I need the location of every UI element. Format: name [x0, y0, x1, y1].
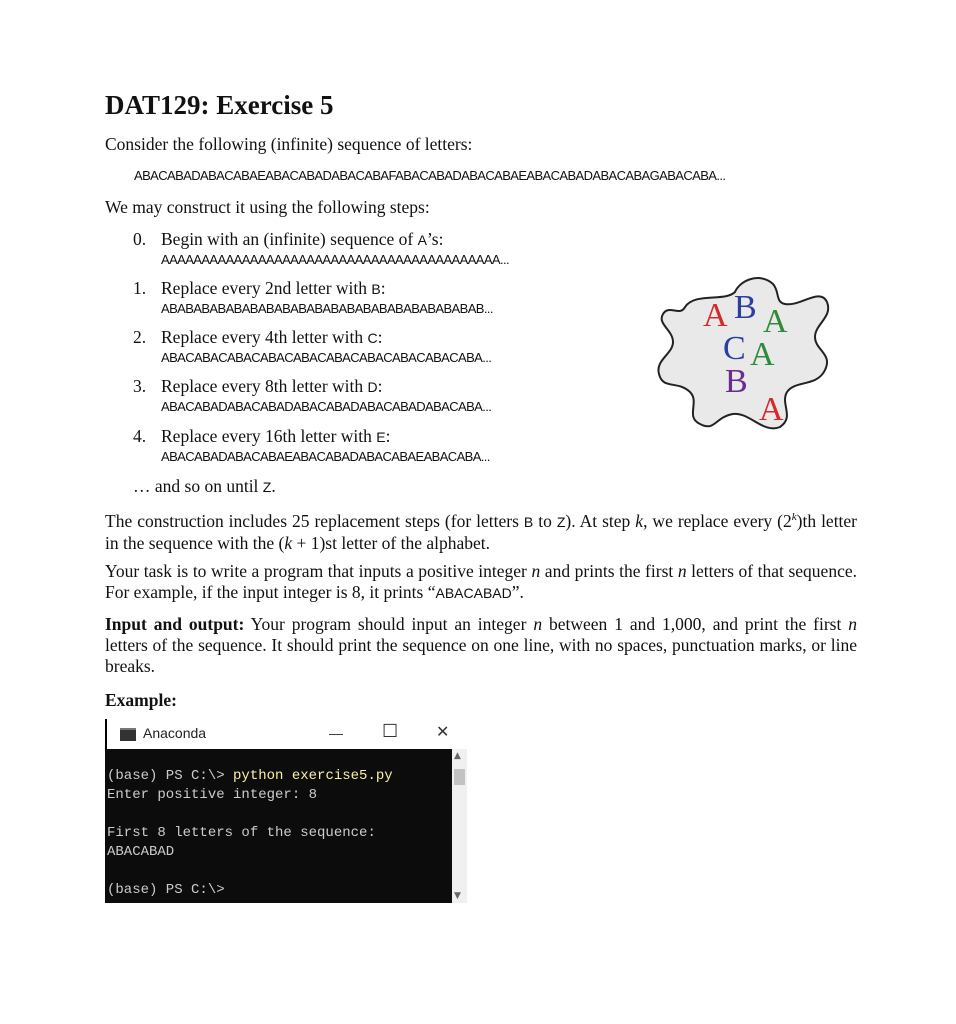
- minimize-button[interactable]: —: [329, 725, 343, 741]
- puzzle-letter: A: [763, 303, 788, 340]
- and-so-on-suffix: .: [271, 476, 276, 496]
- main-sequence: ABACABADABACABAEABACABADABACABAFABACABADABACABAEABACABADABACABAGABACABA...: [134, 168, 726, 183]
- step-number: 4.: [133, 426, 147, 446]
- step-letter: A: [417, 232, 427, 248]
- io-label: Input and output:: [105, 614, 245, 634]
- math-variable: n: [531, 561, 541, 581]
- math-variable: n: [533, 614, 543, 634]
- step-number: 1.: [133, 278, 147, 298]
- construction-letter: Z: [556, 513, 566, 530]
- intro-text: Consider the following (infinite) sequence of letters:: [105, 134, 473, 154]
- terminal-titlebar: [105, 719, 467, 749]
- math-variable: k: [284, 532, 293, 553]
- step-sequence: ABACABADABACABADABACABADABACABADABACABA...: [161, 399, 492, 414]
- step-text: Replace every 8th letter with: [161, 376, 368, 396]
- step-letter: B: [371, 281, 381, 297]
- construction-paragraph: [105, 507, 857, 554]
- construct-text: We may construct it using the following steps:: [105, 197, 430, 217]
- math-variable: k: [635, 510, 644, 531]
- step-letter: D: [367, 379, 378, 395]
- construction-letter: B: [523, 513, 534, 530]
- scroll-down-icon[interactable]: ▼: [454, 891, 461, 901]
- example-label: Example:: [105, 690, 177, 710]
- terminal-line: Enter positive integer: 8: [107, 787, 318, 803]
- step-sequence: ABABABABABABABABABABABABABABABABABABABAB...: [161, 301, 493, 316]
- close-button[interactable]: ✕: [436, 724, 450, 741]
- terminal-scrollbar[interactable]: [452, 749, 467, 903]
- and-so-on-text: [133, 476, 276, 497]
- terminal-line: ABACABAD: [107, 844, 175, 860]
- construction-text: to: [533, 510, 557, 531]
- puzzle-letter: A: [703, 297, 728, 334]
- and-so-on-label: … and so on until: [133, 476, 263, 496]
- io-paragraph: [105, 614, 857, 677]
- example-output-code: ABACABAD: [435, 585, 512, 601]
- step-text: Begin with an (infinite) sequence of: [161, 229, 418, 249]
- step-suffix: :: [380, 278, 386, 298]
- step-text: Replace every 4th letter with: [161, 327, 368, 347]
- scrollbar-thumb[interactable]: [454, 769, 465, 785]
- io-text: between 1 and 1,000, and print the first: [542, 614, 849, 634]
- task-text: ”.: [511, 582, 524, 602]
- construction-text: )th letter in the sequence with the (: [105, 510, 858, 553]
- terminal-title: Anaconda: [143, 725, 207, 741]
- puzzle-letter: A: [750, 336, 775, 373]
- puzzle-letter: B: [734, 289, 757, 326]
- page-title: DAT129: Exercise 5: [105, 90, 334, 120]
- step-suffix: :: [377, 376, 383, 396]
- construction-text: The construction includes 25 replacement steps (for letters: [105, 510, 524, 531]
- puzzle-piece-image: [655, 262, 835, 432]
- and-so-on-letter: Z: [262, 479, 272, 495]
- io-text: Your program should input an integer: [244, 614, 534, 634]
- task-text: letters of that sequence. For example, if the input integer is 8, it prints “: [105, 561, 857, 602]
- io-text: letters of the sequence. It should print the sequence on one line, with no spaces, punctuation marks, or line breaks.: [105, 635, 857, 676]
- construction-text: ). At step: [565, 510, 636, 531]
- step-letter: E: [376, 429, 386, 445]
- terminal-output: [107, 767, 393, 900]
- step-text: Replace every 2nd letter with: [161, 278, 372, 298]
- maximize-button[interactable]: ☐: [382, 721, 399, 741]
- construction-text: + 1)st letter of the alphabet.: [292, 532, 491, 553]
- terminal-app-icon: [120, 728, 136, 741]
- terminal-line: First 8 letters of the sequence:: [107, 825, 376, 841]
- math-variable: n: [677, 561, 687, 581]
- task-text: and prints the first: [540, 561, 678, 581]
- terminal-window: [105, 719, 467, 903]
- terminal-command: python exercise5.py: [233, 768, 393, 784]
- puzzle-letter: B: [725, 363, 748, 400]
- step-sequence: ABACABADABACABAEABACABADABACABAEABACABA...: [161, 449, 490, 464]
- step-text: Replace every 16th letter with: [161, 426, 377, 446]
- step-suffix: ’s:: [426, 229, 444, 249]
- terminal-prompt: (base) PS C:\>: [107, 882, 225, 898]
- task-text: Your task is to write a program that inputs a positive integer: [105, 561, 532, 581]
- puzzle-letter: C: [723, 330, 746, 367]
- math-variable: n: [848, 614, 857, 634]
- step-number: 2.: [133, 327, 147, 347]
- puzzle-letter: A: [759, 391, 784, 428]
- step-suffix: :: [377, 327, 383, 347]
- step-number: 3.: [133, 376, 147, 396]
- step-sequence: AAAAAAAAAAAAAAAAAAAAAAAAAAAAAAAAAAAAAAAAAA...: [161, 252, 510, 267]
- task-paragraph: [105, 561, 857, 604]
- step-suffix: :: [385, 426, 391, 446]
- construction-text: , we replace every (2: [643, 510, 792, 531]
- step-number: 0.: [133, 229, 147, 249]
- terminal-prompt: (base) PS C:\>: [107, 768, 234, 784]
- scroll-up-icon[interactable]: ▲: [454, 751, 461, 761]
- step-letter: C: [367, 330, 378, 346]
- step-sequence: ABACABACABACABACABACABACABACABACABACABA...: [161, 350, 492, 365]
- math-exponent: k: [791, 511, 797, 523]
